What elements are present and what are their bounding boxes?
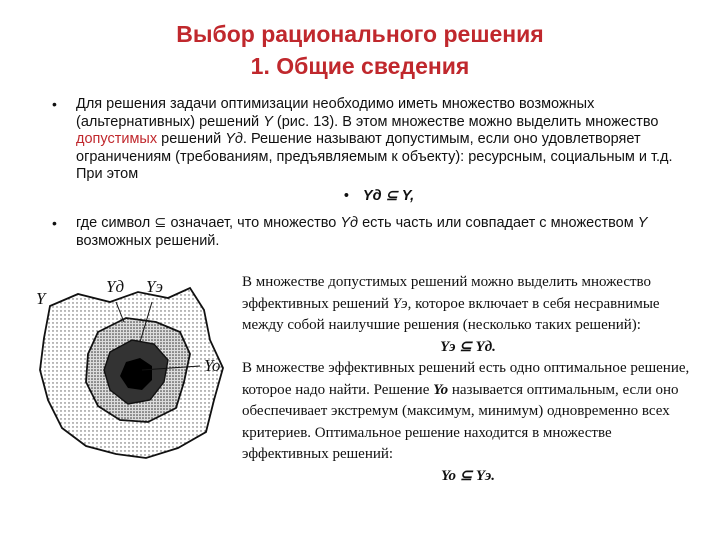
bullet2-y: Y xyxy=(637,215,648,231)
right-paragraph-2 xyxy=(242,358,694,466)
p2-yo: Yo xyxy=(433,381,449,398)
p2-text-b: называется оптимальным, если оно обеспечивает экстремум (максимум, минимум) одновременно всех критериев. Оптимальное решение находится в множестве эффективных решений: xyxy=(242,381,679,462)
bullet1-text-b: (рис. 13). В этом множестве можно выделить множество xyxy=(272,113,659,130)
label-yo: Yo xyxy=(204,356,221,375)
bullet1-text-a: Для решения задачи оптимизации необходимо иметь множество возможных (альтернативных) решений xyxy=(76,96,595,130)
bullet-dot-icon: • xyxy=(52,96,57,112)
right-paragraph-1 xyxy=(242,272,694,337)
formula-text: Yд ⊆ Y, xyxy=(362,187,415,204)
bullet1-yd: Yд xyxy=(225,131,243,147)
label-y: Y xyxy=(36,289,46,308)
sets-diagram xyxy=(28,270,233,465)
bullet1-highlight: допустимых xyxy=(76,131,158,147)
p1-text-a: В множестве допустимых решений можно выделить множество эффективных решений xyxy=(242,274,652,312)
bullet-item-1 xyxy=(52,96,682,184)
bullet-item-2 xyxy=(52,215,682,250)
bullet2-text-c: есть часть или совпадает с множеством xyxy=(358,215,638,231)
bullet2-symbol: ⊆ xyxy=(154,215,167,231)
bullet1-text-c: решений xyxy=(157,131,226,147)
bullet2-text-b: означает, что множество xyxy=(166,215,341,231)
bullet2-yd: Yд xyxy=(340,215,359,231)
p2-text-a: В множестве эффективных решений есть одно оптимальное решение, которое надо найти. Решение xyxy=(242,360,690,398)
title-line-1: Выбор рационального решения xyxy=(176,21,544,47)
formula-yd-subset-y xyxy=(52,188,682,206)
bullet-list xyxy=(52,96,682,250)
bullet2-text-d: возможных решений. xyxy=(76,232,220,249)
label-yd: Yд xyxy=(106,277,125,296)
p1-text-b: , которое включает в себя несравнимые между собой наилучшие решения (несколько таких решений): xyxy=(242,295,660,333)
formula-ye-subset-yd: Yэ ⊆ Yд. xyxy=(440,338,496,355)
formula-yo-subset-ye: Yo ⊆ Yэ. xyxy=(441,467,495,484)
label-ye: Yэ xyxy=(146,277,163,296)
bullet2-text-a: где символ xyxy=(76,215,155,231)
title-line-2: 1. Общие сведения xyxy=(250,53,470,79)
slide-title xyxy=(0,18,720,82)
bullet-dot-icon: • xyxy=(52,215,57,231)
formula-bullet-dot-icon: • xyxy=(343,187,349,204)
p1-ye: Yэ xyxy=(392,295,408,312)
bullet1-text-d: . Решение называют допустимым, если оно удовлетворяет ограничениям (требованиям, предъявляемым к объекту): ресурсным, социальным и т.д. При этом xyxy=(76,131,673,182)
right-text-column xyxy=(242,272,694,487)
bullet1-y: Y xyxy=(263,113,273,130)
